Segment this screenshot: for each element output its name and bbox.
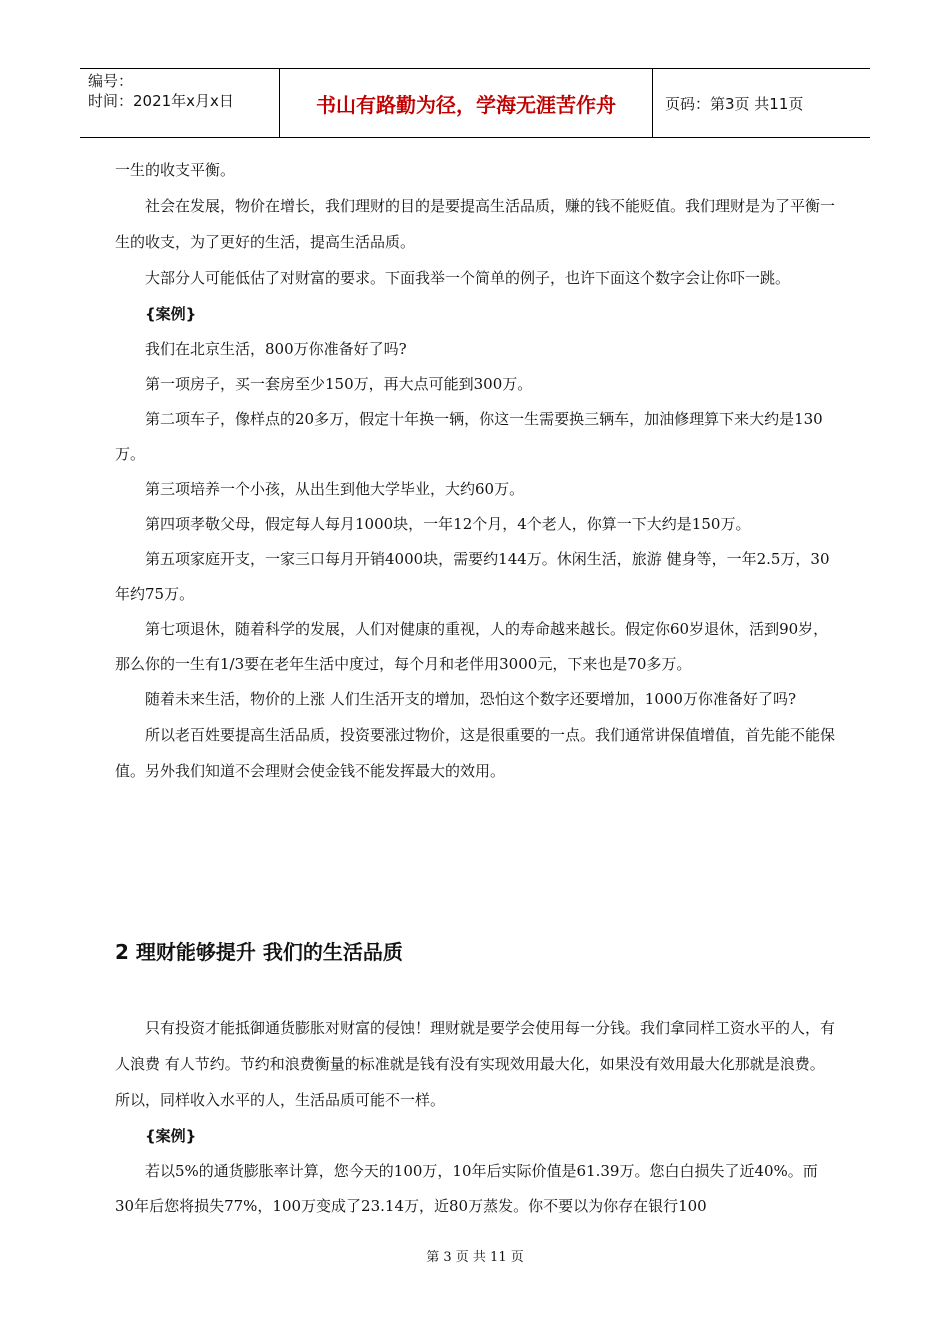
paragraph: 若以5%的通货膨胀率计算，您今天的100万，10年后实际价值是61.39万。您白白损失了近40%。而30年后您将损失77%，100万变成了23.14万，近80万蒸发。你不要以为你存在银行100 (115, 1162, 818, 1215)
document-time-label: 时间：2021年x月x日 (88, 92, 234, 110)
case-label: {案例} (145, 1127, 197, 1145)
paragraph: 一生的收支平衡。 (115, 161, 236, 179)
case-item: 我们在北京生活，800万你准备好了吗? (145, 340, 407, 358)
document-number-label: 编号： (88, 72, 134, 90)
case-item: 第七项退休，随着科学的发展，人们对健康的重视，人的寿命越来越长。假定你60岁退休，活到90岁，那么你的一生有1/3要在老年生活中度过，每个月和老伴用3000元，下来也是70多万。 (115, 620, 829, 673)
case-item: 第一项房子，买一套房至少150万，再大点可能到300万。 (145, 375, 533, 393)
header-motto: 书山有路勤为径，学海无涯苦作舟 (280, 69, 653, 137)
paragraph: 只有投资才能抵御通货膨胀对财富的侵蚀！理财就是要学会使用每一分钱。我们拿同样工资水平的人，有人浪费 有人节约。节约和浪费衡量的标准就是钱有没有实现效用最大化，如果没有效用最大化那就是浪费。所以，同样收入水平的人，生活品质可能不一样。 (115, 1019, 836, 1109)
paragraph: 社会在发展，物价在增长，我们理财的目的是要提高生活品质，赚的钱不能贬值。我们理财是为了平衡一生的收支，为了更好的生活，提高生活品质。 (115, 197, 836, 251)
case-item: 第二项车子，像样点的20多万，假定十年换一辆，你这一生需要换三辆车，加油修理算下来大约是130万。 (115, 410, 823, 463)
case-item: 第五项家庭开支，一家三口每月开销4000块，需要约144万。休闲生活，旅游 健身等，一年2.5万，30年约75万。 (115, 550, 830, 603)
section-heading: 2 理财能够提升 我们的生活品质 (115, 940, 403, 964)
case-item: 第三项培养一个小孩，从出生到他大学毕业，大约60万。 (145, 480, 525, 498)
header-table (80, 68, 870, 138)
header-meta-cell (80, 69, 280, 137)
case-item: 第四项孝敬父母，假定每人每月1000块，一年12个月，4个老人，你算一下大约是150万。 (145, 515, 751, 533)
section-content (115, 1010, 835, 1224)
header-page-info: 页码：第3页 共11页 (665, 94, 804, 113)
case-label: {案例} (145, 305, 197, 323)
case-item: 随着未来生活，物价的上涨 人们生活开支的增加，恐怕这个数字还要增加，1000万你准备好了吗? (145, 690, 796, 708)
paragraph: 大部分人可能低估了对财富的要求。下面我举一个简单的例子，也许下面这个数字会让你吓一跳。 (145, 269, 791, 287)
main-content (115, 152, 835, 789)
page-footer: 第 3 页 共 11 页 (426, 1250, 524, 1265)
paragraph: 所以老百姓要提高生活品质，投资要涨过物价，这是很重要的一点。我们通常讲保值增值，首先能不能保值。另外我们知道不会理财会使金钱不能发挥最大的效用。 (115, 726, 836, 780)
